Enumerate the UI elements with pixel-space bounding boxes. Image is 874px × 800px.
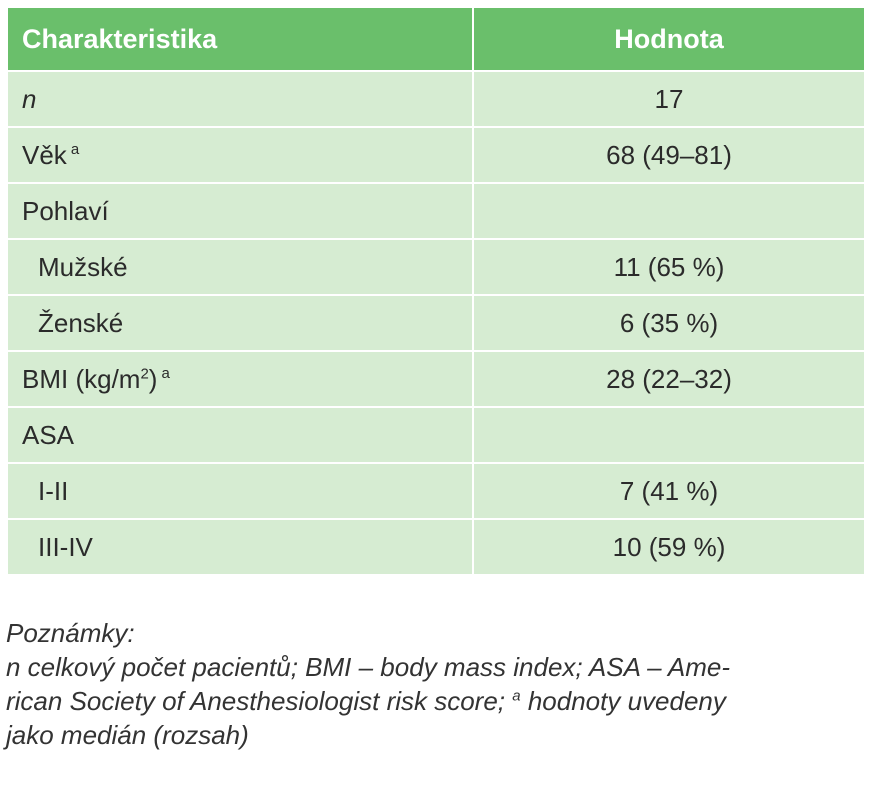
row-label-female: Ženské (8, 295, 473, 351)
table-notes (6, 616, 862, 752)
row-value-n: 17 (473, 71, 864, 127)
notes-line-3: jako medián (rozsah) (6, 720, 249, 750)
row-label-age-cell (8, 127, 473, 183)
row-label-asa: ASA (8, 407, 473, 463)
row-value-female: 6 (35 %) (473, 295, 864, 351)
table-row (8, 71, 864, 127)
table-header-row (8, 8, 864, 71)
notes-line-2-start: rican Society of Anesthesiologist risk score; (6, 686, 506, 716)
row-value-asa (473, 407, 864, 463)
row-label-bmi-cell (8, 351, 473, 407)
table-row (8, 127, 864, 183)
notes-line-1: n celkový počet pacientů; BMI – body mass index; ASA – Ame- (6, 652, 731, 682)
row-value-asa-1-2: 7 (41 %) (473, 463, 864, 519)
table-row (8, 239, 864, 295)
table-row (8, 463, 864, 519)
row-value-sex (473, 183, 864, 239)
characteristics-table (8, 8, 864, 576)
footnote-marker: a (161, 364, 170, 382)
row-label-asa-3-4: III-IV (8, 519, 473, 575)
row-label-age: Věk (22, 139, 67, 170)
row-value-age: 68 (49–81) (473, 127, 864, 183)
row-label-bmi-end: ) (148, 363, 158, 394)
row-label-asa-1-2: I-II (8, 463, 473, 519)
notes-line-2 (6, 684, 862, 718)
table-row (8, 519, 864, 575)
bmi-exponent: 2 (140, 364, 149, 382)
row-label-bmi: BMI (kg/m (22, 363, 141, 394)
table-row (8, 407, 864, 463)
row-value-asa-3-4: 10 (59 %) (473, 519, 864, 575)
table-row (8, 295, 864, 351)
row-value-bmi: 28 (22–32) (473, 351, 864, 407)
table-row (8, 351, 864, 407)
footnote-marker: a (512, 687, 521, 705)
table-row (8, 183, 864, 239)
row-label-n: n (8, 71, 473, 127)
row-value-male: 11 (65 %) (473, 239, 864, 295)
notes-heading: Poznámky: (6, 618, 135, 648)
row-label-sex: Pohlaví (8, 183, 473, 239)
header-characteristic: Charakteristika (8, 8, 473, 71)
header-value: Hodnota (473, 8, 864, 71)
footnote-marker: a (70, 140, 80, 158)
notes-line-2-end: hodnoty uvedeny (527, 686, 726, 716)
characteristics-table-container (8, 8, 864, 576)
row-label-male: Mužské (8, 239, 473, 295)
